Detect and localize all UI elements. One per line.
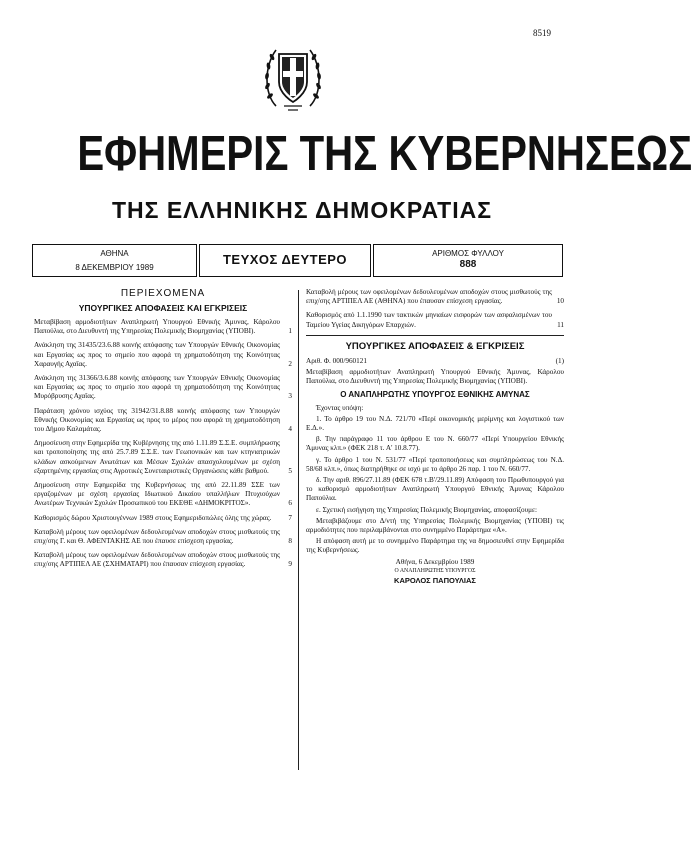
- contents-item: [34, 551, 292, 569]
- legal-basis-clause: γ. Το άρθρο 1 του Ν. 531/77 «Περί τροποποιήσεως και συμπληρώσεως του Ν.Δ. 58/68 κλπ.», όπως διατηρήθηκε σε ισχύ με το άρθρο 26 παρ. 1 του Ν. 660/77.: [306, 455, 564, 473]
- issue-series-box: [199, 244, 371, 277]
- page-number: 8519: [533, 28, 551, 38]
- contents-item-text: Δημοσίευση στην Εφημερίδα της Κυβερνήσεως της από 22.11.89 ΣΣΕ των εργαζομένων με σχέση εργασίας Ιδιωτικού Δικαίου υπαλλήλων Πτυχιούχων Ανωτέρων Τεχνικών Σχολών Προσωπικού του ΕΚΕΘΕ «ΔΗΜΟΚΡΙΤΟΣ».: [34, 481, 280, 508]
- contents-column: [34, 288, 292, 575]
- contents-item: [34, 528, 292, 546]
- contents-item-page: 11: [557, 320, 564, 329]
- gazette-subtitle: ΤΗΣ ΕΛΛΗΝΙΚΗΣ ΔΗΜΟΚΡΑΤΙΑΣ: [111, 197, 493, 223]
- contents-item: [34, 318, 292, 336]
- sheet-number-box: [373, 244, 563, 277]
- contents-item-text: Καταβολή μέρους των οφειλομένων δεδουλευμένων αποδοχών στους μισθωτούς της επιχ/σης Γ. και Θ. ΑΦΕΝΤΑΚΗΣ ΑΕ που έπαυσε επίσχεση εργασίας.: [34, 527, 280, 546]
- sheet-number: 888: [459, 259, 477, 270]
- contents-item-text: Ανάκληση της 31366/3.6.88 κοινής απόφασης των Υπουργών Εθνικής Οικονομίας και Εργασίας ως προς το σημείο που αφορά τη χρηματοδότηση της Κοινότητας Μυρόβρυσης Αχαΐας.: [34, 374, 280, 401]
- contents-item-page: 1: [288, 327, 292, 336]
- contents-item-page: 10: [556, 297, 564, 306]
- decisions-heading: ΥΠΟΥΡΓΙΚΕΣ ΑΠΟΦΑΣΕΙΣ & ΕΓΚΡΙΣΕΙΣ: [345, 340, 525, 352]
- decision-column: [306, 288, 564, 585]
- signer-title: Ο ΑΝΑΠΛΗΡΩΤΗΣ ΥΠΟΥΡΓΟΣ: [394, 567, 476, 574]
- contents-item-page: 9: [288, 560, 292, 569]
- publication-text: Η απόφαση αυτή με το συνημμένο Παράρτημα της να δημοσιευθεί στην Εφημερίδα της Κυβερνήσεως.: [306, 537, 564, 555]
- contents-item-text: Δημοσίευση στην Εφημερίδα της Κυβέρνησης της από 1.11.89 Σ.Σ.Ε. συμπλήρωσης και τροποποίησης της από 25.7.89 Σ.Σ.Ε. των Γεωπονικών και των κτηνιατρικών κλάδων ασκούμενων Ανωτάτων και Μέσων Σχολών απασχολουμένων με σχέση εξαρτημένης εργασίας στις Αγροτικές Συνεταιριστικές Οργανώσεις κάθε βαθμού.: [34, 439, 280, 475]
- legal-basis-clause: ε. Σχετική εισήγηση της Υπηρεσίας Πολεμικής Βιομηχανίας, αποφασίζουμε:: [316, 505, 538, 514]
- issue-date-box: [32, 244, 197, 277]
- contents-item-page: 6: [288, 499, 292, 508]
- column-divider: [298, 290, 299, 770]
- issue-series: ΤΕΥΧΟΣ ΔΕΥΤΕΡΟ: [222, 252, 348, 267]
- signer-name: ΚΑΡΟΛΟΣ ΠΑΠΟΥΛΙΑΣ: [394, 576, 476, 586]
- contents-item: [34, 514, 292, 523]
- contents-item-text: Καθορισμός δώρου Χριστουγέννων 1989 στους Εφημεριδοπώλες όλης της χώρας.: [34, 513, 272, 522]
- contents-heading: ΠΕΡΙΕΧΟΜΕΝΑ: [120, 288, 206, 299]
- decision-text: Μεταβιβάζουμε στο Δ/ντή της Υπηρεσίας Πολεμικής Βιομηχανίας (ΥΠΟΒΙ) τις αρμοδιότητες που περιλαμβάνονται στο συνημμένο Παράρτημα «Α».: [306, 516, 564, 535]
- contents-item-text: Καθορισμός από 1.1.1990 των τακτικών μηνιαίων εισφορών των ασφαλισμένων του Ταμείου Υγείας Δικηγόρων Επαρχιών.: [306, 311, 552, 329]
- legal-basis-clause: δ. Την αριθ. 896/27.11.89 (ΦΕΚ 678 τ.Β'/29.11.89) Απόφαση του Πρωθυπουργού για το καθορισμό αρμοδιοτήτων Αναπληρωτή Υπουργού Εθνικής Άμυνας Κάρολου Παπούλια.: [306, 476, 564, 503]
- contents-item-page: 4: [288, 425, 292, 434]
- issuer-heading: Ο ΑΝΑΠΛΗΡΩΤΗΣ ΥΠΟΥΡΓΟΣ ΕΘΝΙΚΗΣ ΑΜΥΝΑΣ: [340, 390, 530, 400]
- contents-item-page: 8: [288, 537, 292, 546]
- contents-item: [34, 374, 292, 402]
- contents-item: [34, 481, 292, 509]
- section-rule: [306, 335, 564, 336]
- contents-item: [306, 288, 564, 306]
- sheet-number-label: ΑΡΙΘΜΟΣ ΦΥΛΛΟΥ: [432, 249, 504, 258]
- decision-ref: (1): [555, 356, 564, 365]
- legal-basis-clause: 1. Το άρθρο 19 του Ν.Δ. 721/70 «Περί οικονομικής μερίμνης και λογιστικού των Ε.Δ.».: [306, 414, 564, 433]
- gazette-title: ΕΦΗΜΕΡΙΣ ΤΗΣ ΚΥΒΕΡΝΗΣΕΩΣ: [77, 127, 692, 181]
- contents-item: [34, 407, 292, 435]
- contents-item-page: 5: [288, 466, 292, 475]
- issue-city: ΑΘΗΝΑ: [100, 249, 129, 258]
- contents-item-text: Ανάκληση της 31435/23.6.88 κοινής απόφασης των Υπουργών Εθνικής Οικονομίας και Εργασίας ως προς το σημείο που αφορά τη χρηματοδότηση της Κοινότητας Χαραυγής Αχαΐας.: [34, 341, 280, 368]
- legal-basis-clause: β. Την παράγραφο 11 του άρθρου Ε του Ν. 660/77 «Περί Υπουργείου Εθνικής Άμυνας κλπ.» (ΦΕΚ 218 τ. Α' 10.8.77).: [306, 435, 564, 453]
- contents-item: [34, 439, 292, 476]
- greek-coat-of-arms-icon: [262, 36, 324, 116]
- contents-item-text: Καταβολή μέρους των οφειλομένων δεδουλευμένων αποδοχών στους μισθωτούς της επιχ/σης ΑΡΤΙΠΕΛ ΑΕ (ΑΘΗΝΑ) που έπαυσαν επίσχεση εργασίας.: [306, 288, 552, 306]
- place-date: Αθήνα, 6 Δεκεμβρίου 1989: [395, 557, 475, 566]
- contents-item: [306, 311, 564, 329]
- contents-item-page: 3: [288, 392, 292, 401]
- contents-section-heading: ΥΠΟΥΡΓΙΚΕΣ ΑΠΟΦΑΣΕΙΣ ΚΑΙ ΕΓΚΡΙΣΕΙΣ: [78, 303, 248, 313]
- contents-item-page: 2: [288, 359, 292, 368]
- contents-item-page: 7: [288, 513, 292, 522]
- contents-item-text: Παράταση χρόνου ισχύος της 31942/31.8.88 κοινής απόφασης των Υπουργών Εθνικής Οικονομίας και Εργασίας ως προς το μέρος που αφορά τη χρηματοδότηση του Δήμου Καλαμάτας.: [34, 406, 280, 434]
- decision-number: [306, 357, 564, 366]
- contents-item: [34, 341, 292, 369]
- decision-summary: Μεταβίβαση αρμοδιοτήτων Αναπληρωτή Υπουργού Εθνικής Άμυνας, Κάρολου Παπούλια, στο Διευθυντή της Υπηρεσίας Πολεμικής Βιομηχανίας (ΥΠΟΒΙ).: [306, 368, 564, 386]
- contents-item-text: Μεταβίβαση αρμοδιοτήτων Αναπληρωτή Υπουργού Εθνικής Άμυνας, Κάρολου Παπούλια, στο Διευθυντή της Υπηρεσίας Πολεμικής Βιομηχανίας (ΥΠΟΒΙ).: [34, 318, 280, 336]
- issue-date: 8 ΔΕΚΕΜΒΡΙΟΥ 1989: [75, 263, 154, 272]
- decision-number-text: Αριθ. Φ. 000/960121: [306, 356, 367, 365]
- contents-item-text: Καταβολή μέρους των οφειλομένων δεδουλευμένων αποδοχών στους μισθωτούς της επιχ/σης ΑΡΤΙΠΕΛ ΑΕ (ΣΧΗΜΑΤΑΡΙ) που έπαυσαν επίσχεση εργασίας.: [34, 551, 280, 569]
- having-regard: Έχοντας υπόψη:: [316, 403, 364, 412]
